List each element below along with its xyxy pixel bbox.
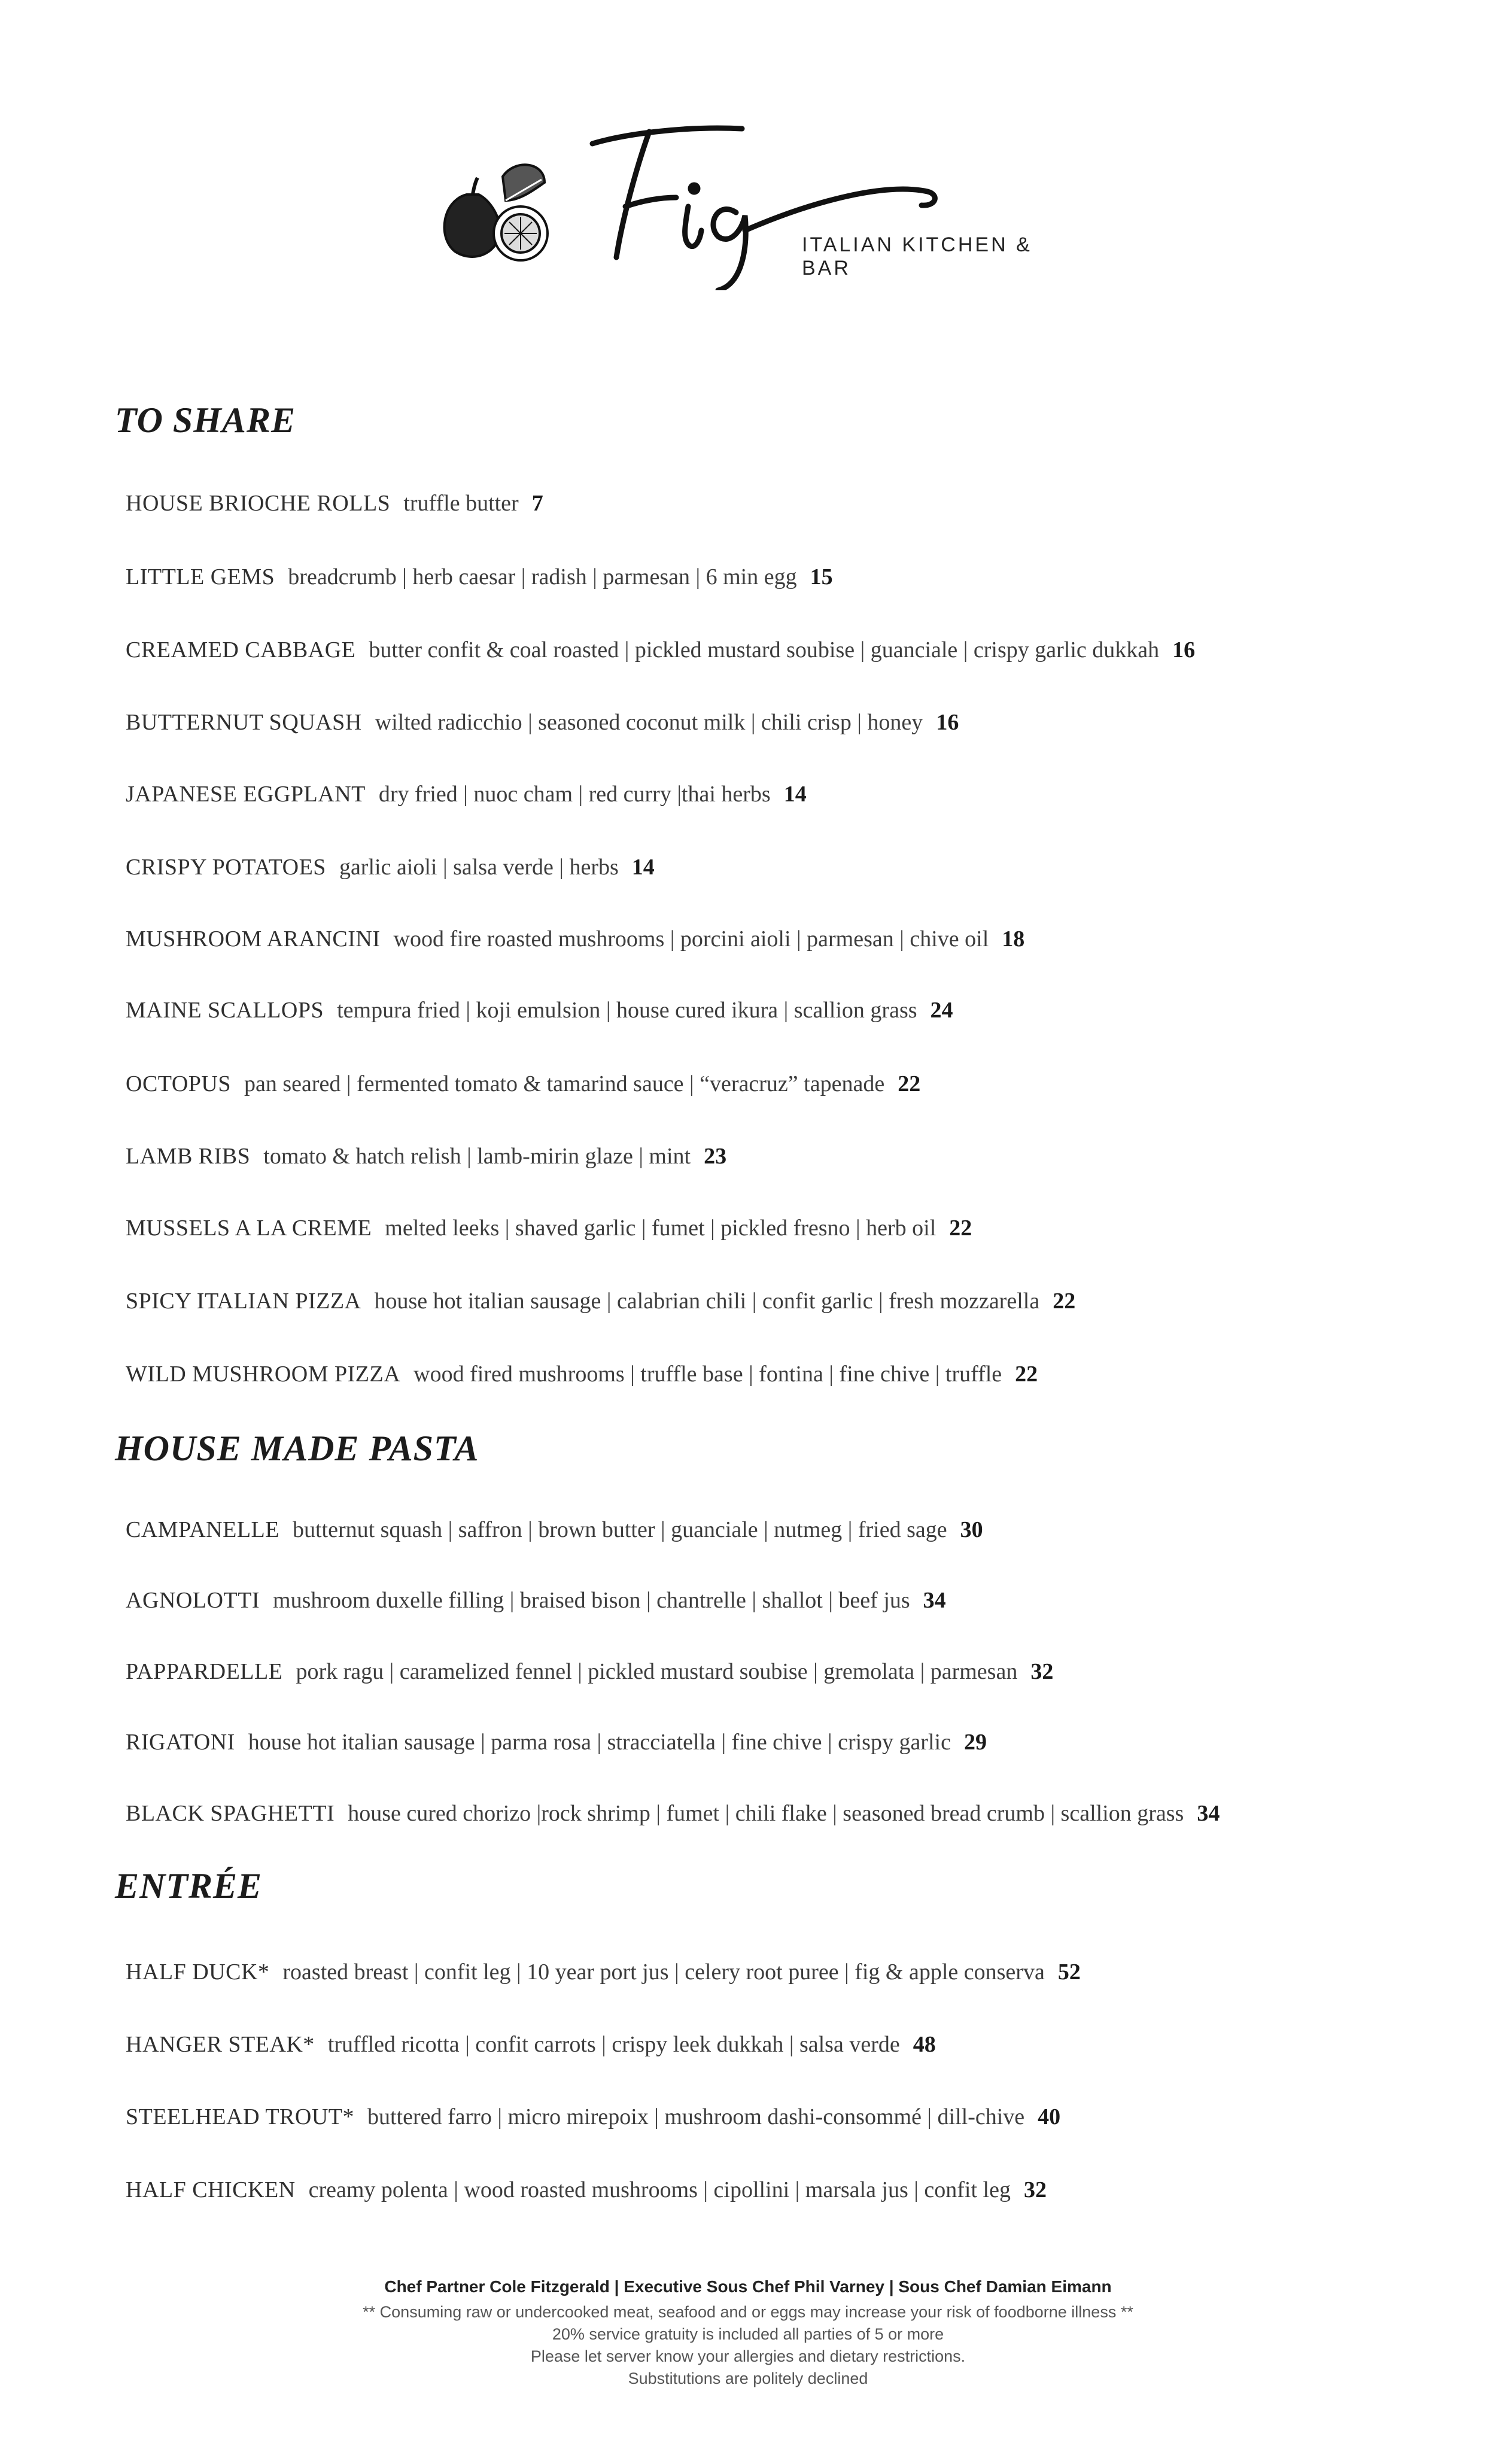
item-price: 48 bbox=[913, 2032, 936, 2057]
item-name: LITTLE GEMS bbox=[126, 564, 275, 590]
item-name: CRISPY POTATOES bbox=[126, 855, 326, 880]
menu-item bbox=[126, 1073, 920, 1095]
item-name: LAMB RIBS bbox=[126, 1144, 251, 1169]
chef-credits: Chef Partner Cole Fitzgerald | Executive Sous Chef Phil Varney | Sous Chef Damian Eimann bbox=[384, 2277, 1112, 2296]
section-title-to-share: TO SHARE bbox=[115, 400, 296, 440]
menu-item bbox=[126, 999, 953, 1022]
item-name: MUSSELS A LA CREME bbox=[126, 1216, 372, 1241]
item-description: butter confit & coal roasted | pickled mustard soubise | guanciale | crispy garlic dukkah bbox=[369, 637, 1160, 663]
menu-item bbox=[126, 1660, 1053, 1683]
item-name: BUTTERNUT SQUASH bbox=[126, 710, 362, 735]
item-description: house hot italian sausage | calabrian chili | confit garlic | fresh mozzarella bbox=[374, 1289, 1040, 1314]
item-description: wood fired mushrooms | truffle base | fontina | fine chive | truffle bbox=[413, 1362, 1002, 1387]
item-name: CREAMED CABBAGE bbox=[126, 637, 356, 663]
menu-footer bbox=[0, 2277, 1496, 2390]
brand-logo bbox=[431, 111, 1077, 290]
item-name: HANGER STEAK* bbox=[126, 2032, 315, 2057]
item-price: 14 bbox=[631, 855, 655, 880]
item-price: 30 bbox=[960, 1517, 983, 1542]
menu-item bbox=[126, 856, 655, 879]
menu-item bbox=[126, 1802, 1220, 1825]
item-description: melted leeks | shaved garlic | fumet | pickled fresno | herb oil bbox=[385, 1216, 936, 1241]
menu-item bbox=[126, 1145, 726, 1168]
allergy-note: Please let server know your allergies and dietary restrictions. bbox=[530, 2347, 966, 2365]
item-description: pan seared | fermented tomato & tamarind sauce | “veracruz” tapenade bbox=[244, 1071, 885, 1096]
item-name: RIGATONI bbox=[126, 1730, 235, 1755]
menu-item bbox=[126, 2033, 936, 2056]
item-price: 22 bbox=[949, 1216, 972, 1241]
item-name: PAPPARDELLE bbox=[126, 1659, 283, 1684]
item-name: BLACK SPAGHETTI bbox=[126, 1801, 335, 1826]
item-name: MUSHROOM ARANCINI bbox=[126, 926, 381, 952]
item-name: JAPANESE EGGPLANT bbox=[126, 782, 366, 807]
item-name: SPICY ITALIAN PIZZA bbox=[126, 1289, 361, 1314]
item-description: butternut squash | saffron | brown butter | guanciale | nutmeg | fried sage bbox=[292, 1517, 947, 1542]
menu-item bbox=[126, 566, 833, 588]
menu-item bbox=[126, 928, 1024, 950]
item-price: 34 bbox=[1197, 1801, 1220, 1826]
menu-item bbox=[126, 1363, 1038, 1386]
item-price: 14 bbox=[783, 782, 807, 807]
item-name: STEELHEAD TROUT* bbox=[126, 2104, 354, 2129]
menu-item bbox=[126, 1290, 1075, 1312]
menu-item bbox=[126, 639, 1195, 661]
item-price: 52 bbox=[1057, 1959, 1081, 1985]
item-name: HOUSE BRIOCHE ROLLS bbox=[126, 491, 391, 516]
item-description: dry fried | nuoc cham | red curry |thai herbs bbox=[378, 782, 771, 807]
item-price: 32 bbox=[1023, 2177, 1047, 2202]
brand-subtitle: ITALIAN KITCHEN & BAR bbox=[802, 233, 1032, 279]
item-description: wood fire roasted mushrooms | porcini aioli | parmesan | chive oil bbox=[393, 926, 989, 952]
food-safety-warning: ** Consuming raw or undercooked meat, seafood and or eggs may increase your risk of foodborne illness ** bbox=[363, 2303, 1133, 2321]
item-description: truffled ricotta | confit carrots | crispy leek dukkah | salsa verde bbox=[327, 2032, 900, 2057]
item-price: 16 bbox=[1172, 637, 1196, 663]
menu-item bbox=[126, 1961, 1081, 1983]
item-description: house cured chorizo |rock shrimp | fumet | chili flake | seasoned bread crumb | scallion grass bbox=[348, 1801, 1184, 1826]
menu-item bbox=[126, 711, 959, 734]
menu-item bbox=[126, 1589, 946, 1612]
item-price: 40 bbox=[1038, 2104, 1061, 2129]
item-price: 16 bbox=[936, 710, 959, 735]
item-price: 7 bbox=[531, 491, 543, 516]
item-price: 24 bbox=[930, 998, 953, 1023]
substitution-note: Substitutions are politely declined bbox=[628, 2369, 868, 2387]
item-price: 22 bbox=[898, 1071, 921, 1096]
item-description: breadcrumb | herb caesar | radish | parmesan | 6 min egg bbox=[288, 564, 797, 590]
item-price: 15 bbox=[810, 564, 833, 590]
item-price: 18 bbox=[1002, 926, 1025, 952]
item-description: creamy polenta | wood roasted mushrooms | cipollini | marsala jus | confit leg bbox=[308, 2177, 1011, 2202]
item-price: 22 bbox=[1015, 1362, 1038, 1387]
item-price: 23 bbox=[704, 1144, 727, 1169]
menu-item bbox=[126, 1217, 972, 1239]
menu-item bbox=[126, 492, 543, 515]
item-name: MAINE SCALLOPS bbox=[126, 998, 324, 1023]
item-description: tempura fried | koji emulsion | house cured ikura | scallion grass bbox=[337, 998, 917, 1023]
item-description: truffle butter bbox=[403, 491, 519, 516]
item-description: pork ragu | caramelized fennel | pickled mustard soubise | gremolata | parmesan bbox=[296, 1659, 1018, 1684]
menu-item bbox=[126, 1518, 983, 1541]
gratuity-note: 20% service gratuity is included all parties of 5 or more bbox=[552, 2325, 944, 2343]
item-description: wilted radicchio | seasoned coconut milk | chili crisp | honey bbox=[375, 710, 923, 735]
item-description: garlic aioli | salsa verde | herbs bbox=[339, 855, 619, 880]
menu-item bbox=[126, 1731, 987, 1754]
item-name: HALF DUCK* bbox=[126, 1959, 270, 1985]
item-price: 32 bbox=[1030, 1659, 1054, 1684]
menu-item bbox=[126, 783, 807, 806]
item-description: house hot italian sausage | parma rosa | stracciatella | fine chive | crispy garlic bbox=[248, 1730, 951, 1755]
item-name: HALF CHICKEN bbox=[126, 2177, 296, 2202]
item-name: CAMPANELLE bbox=[126, 1517, 279, 1542]
item-name: AGNOLOTTI bbox=[126, 1588, 260, 1613]
menu-item bbox=[126, 2106, 1060, 2128]
section-title-house-made-pasta: HOUSE MADE PASTA bbox=[115, 1429, 479, 1468]
item-name: WILD MUSHROOM PIZZA bbox=[126, 1362, 401, 1387]
item-description: buttered farro | micro mirepoix | mushroom dashi-consommé | dill-chive bbox=[367, 2104, 1025, 2129]
section-title-entree: ENTRÉE bbox=[115, 1866, 263, 1906]
item-description: tomato & hatch relish | lamb-mirin glaze | mint bbox=[263, 1144, 691, 1169]
menu-item bbox=[126, 2179, 1047, 2201]
item-name: OCTOPUS bbox=[126, 1071, 231, 1096]
item-price: 34 bbox=[923, 1588, 946, 1613]
item-price: 22 bbox=[1053, 1289, 1076, 1314]
item-price: 29 bbox=[963, 1730, 987, 1755]
item-description: roasted breast | confit leg | 10 year port jus | celery root puree | fig & apple conserva bbox=[282, 1959, 1045, 1985]
item-description: mushroom duxelle filling | braised bison | chantrelle | shallot | beef jus bbox=[273, 1588, 910, 1613]
